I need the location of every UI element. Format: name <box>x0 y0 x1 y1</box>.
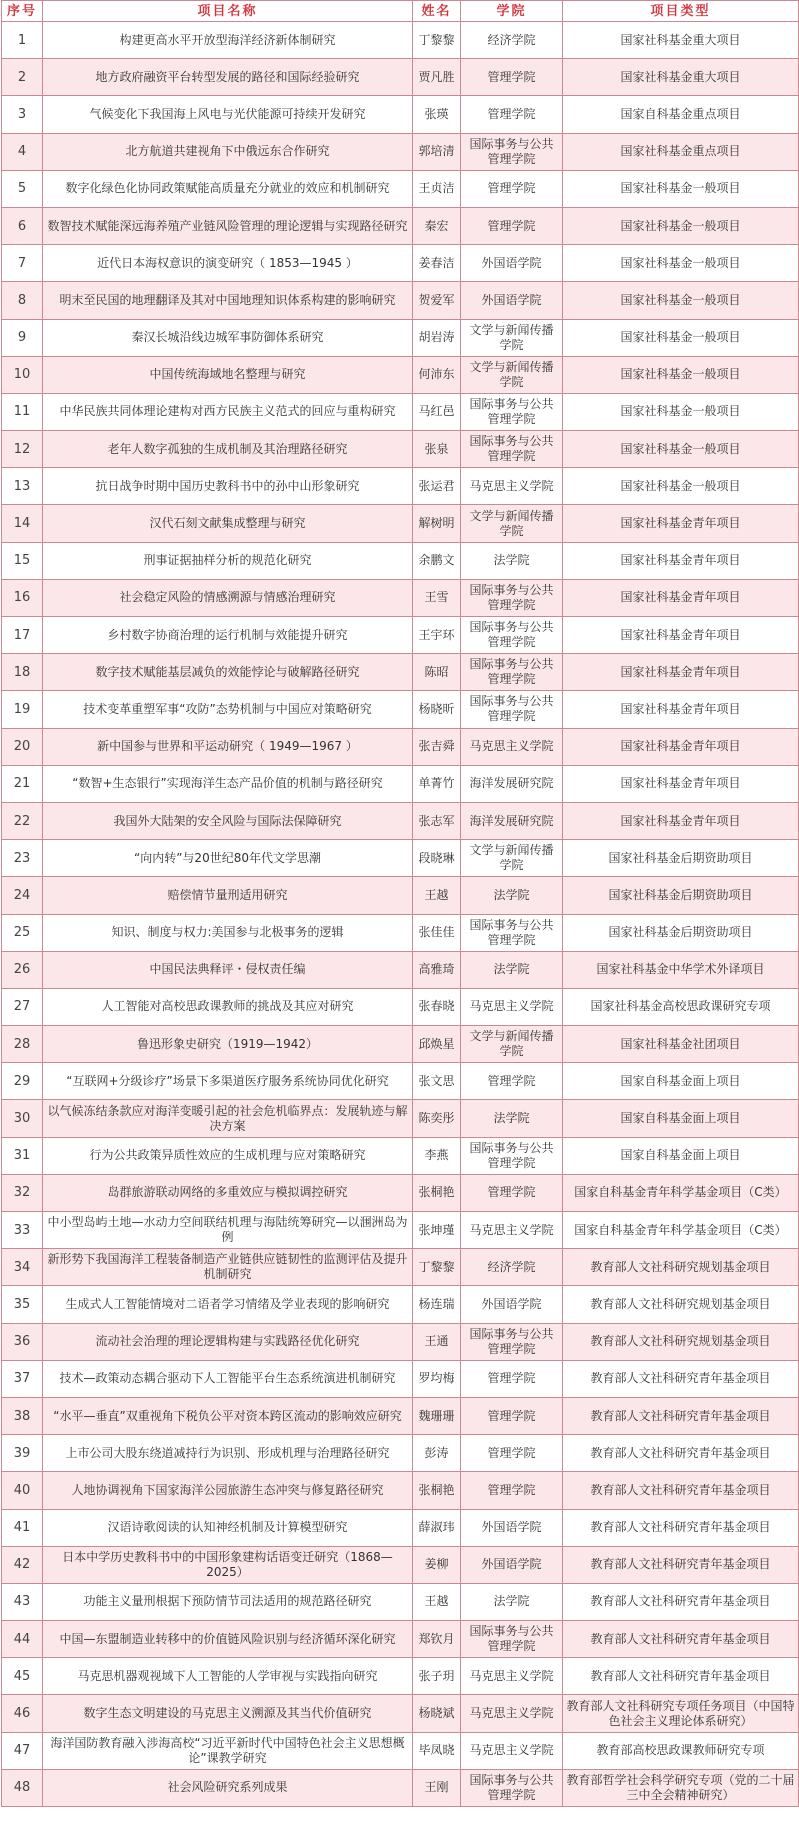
cell-person-name: 张桐艳 <box>413 1472 461 1509</box>
cell-project-type: 国家自科基金青年科学基金项目（C类） <box>563 1212 799 1249</box>
cell-project-name: 日本中学历史教科书中的中国形象建构话语变迁研究（1868—2025） <box>43 1546 413 1583</box>
cell-project-type: 国家社科基金一般项目 <box>563 319 799 356</box>
cell-project-type: 国家社科基金青年项目 <box>563 505 799 542</box>
cell-project-type: 国家社科基金一般项目 <box>563 170 799 207</box>
cell-index: 27 <box>2 988 43 1025</box>
cell-index: 25 <box>2 914 43 951</box>
cell-person-name: 胡岩涛 <box>413 319 461 356</box>
cell-project-type: 教育部哲学社会科学研究专项（党的二十届三中全会精神研究） <box>563 1769 799 1806</box>
table-row <box>2 431 799 468</box>
cell-index: 5 <box>2 170 43 207</box>
cell-college: 国际事务与公共管理学院 <box>461 914 563 951</box>
cell-index: 6 <box>2 207 43 244</box>
cell-project-name: 赔偿情节量刑适用研究 <box>43 877 413 914</box>
cell-project-name: 中国—东盟制造业转移中的价值链风险识别与经济循环深化研究 <box>43 1621 413 1658</box>
cell-index: 29 <box>2 1063 43 1100</box>
cell-index: 45 <box>2 1658 43 1695</box>
cell-person-name: 王贞洁 <box>413 170 461 207</box>
cell-college: 马克思主义学院 <box>461 988 563 1025</box>
cell-person-name: 贺爱军 <box>413 282 461 319</box>
table-row <box>2 282 799 319</box>
cell-college: 马克思主义学院 <box>461 1658 563 1695</box>
cell-project-type: 国家社科基金青年项目 <box>563 579 799 616</box>
cell-person-name: 余鹏文 <box>413 542 461 579</box>
cell-college: 管理学院 <box>461 170 563 207</box>
cell-project-type: 教育部人文社科研究青年基金项目 <box>563 1360 799 1397</box>
header-project-type: 项目类型 <box>563 1 799 22</box>
cell-project-name: “向内转”与20世纪80年代文学思潮 <box>43 840 413 877</box>
cell-index: 43 <box>2 1583 43 1620</box>
cell-person-name: 张坤瑾 <box>413 1212 461 1249</box>
table-row <box>2 840 799 877</box>
cell-index: 19 <box>2 691 43 728</box>
cell-college: 法学院 <box>461 1583 563 1620</box>
cell-index: 35 <box>2 1286 43 1323</box>
cell-project-type: 国家自科基金面上项目 <box>563 1137 799 1174</box>
cell-project-name: 中国民法典释评・侵权责任编 <box>43 951 413 988</box>
cell-project-name: 中小型岛屿土地—水动力空间联结机理与海陆统筹研究—以涠洲岛为例 <box>43 1212 413 1249</box>
cell-project-name: 近代日本海权意识的演变研究（ 1853—1945 ） <box>43 245 413 282</box>
table-row <box>2 22 799 59</box>
cell-college: 海洋发展研究院 <box>461 765 563 802</box>
cell-college: 法学院 <box>461 1100 563 1137</box>
cell-person-name: 王越 <box>413 1583 461 1620</box>
table-row <box>2 96 799 133</box>
table-row <box>2 579 799 616</box>
cell-index: 44 <box>2 1621 43 1658</box>
cell-project-type: 教育部人文社科研究青年基金项目 <box>563 1472 799 1509</box>
table-row <box>2 1397 799 1434</box>
cell-person-name: 张吉舜 <box>413 728 461 765</box>
cell-project-type: 国家社科基金青年项目 <box>563 691 799 728</box>
table-row <box>2 393 799 430</box>
cell-college: 国际事务与公共管理学院 <box>461 691 563 728</box>
cell-project-type: 国家社科基金青年项目 <box>563 728 799 765</box>
table-row <box>2 1286 799 1323</box>
table-row <box>2 1249 799 1286</box>
cell-project-type: 教育部人文社科研究规划基金项目 <box>563 1323 799 1360</box>
header-college: 学院 <box>461 1 563 22</box>
cell-person-name: 张春晓 <box>413 988 461 1025</box>
cell-project-name: 北方航道共建视角下中俄远东合作研究 <box>43 133 413 170</box>
cell-college: 海洋发展研究院 <box>461 802 563 839</box>
cell-college: 国际事务与公共管理学院 <box>461 654 563 691</box>
table-row <box>2 877 799 914</box>
cell-project-name: 技术变革重塑军事“攻防”态势机制与中国应对策略研究 <box>43 691 413 728</box>
cell-index: 30 <box>2 1100 43 1137</box>
cell-index: 12 <box>2 431 43 468</box>
cell-person-name: 杨晓昕 <box>413 691 461 728</box>
cell-college: 外国语学院 <box>461 245 563 282</box>
table-body <box>2 22 799 1807</box>
cell-project-type: 国家社科基金重点项目 <box>563 133 799 170</box>
cell-college: 马克思主义学院 <box>461 728 563 765</box>
cell-index: 1 <box>2 22 43 59</box>
cell-project-name: 社会风险研究系列成果 <box>43 1769 413 1806</box>
cell-index: 33 <box>2 1212 43 1249</box>
cell-person-name: 王刚 <box>413 1769 461 1806</box>
cell-person-name: 郑钦月 <box>413 1621 461 1658</box>
cell-college: 管理学院 <box>461 1435 563 1472</box>
cell-college: 外国语学院 <box>461 1546 563 1583</box>
cell-person-name: 解树明 <box>413 505 461 542</box>
cell-index: 34 <box>2 1249 43 1286</box>
cell-college: 国际事务与公共管理学院 <box>461 431 563 468</box>
table-row <box>2 1063 799 1100</box>
cell-college: 马克思主义学院 <box>461 1212 563 1249</box>
table-row <box>2 133 799 170</box>
cell-person-name: 姜春洁 <box>413 245 461 282</box>
cell-project-name: 新形势下我国海洋工程装备制造产业链供应链韧性的监测评估及提升机制研究 <box>43 1249 413 1286</box>
cell-college: 马克思主义学院 <box>461 1695 563 1732</box>
cell-index: 32 <box>2 1174 43 1211</box>
cell-person-name: 单菁竹 <box>413 765 461 802</box>
cell-project-name: 岛群旅游联动网络的多重效应与模拟调控研究 <box>43 1174 413 1211</box>
cell-person-name: 贾凡胜 <box>413 59 461 96</box>
cell-person-name: 张瑛 <box>413 96 461 133</box>
cell-index: 15 <box>2 542 43 579</box>
cell-project-type: 国家社科基金重大项目 <box>563 22 799 59</box>
cell-college: 马克思主义学院 <box>461 1732 563 1769</box>
cell-project-type: 国家自科基金面上项目 <box>563 1063 799 1100</box>
cell-project-type: 国家社科基金中华学术外译项目 <box>563 951 799 988</box>
cell-project-type: 国家社科基金社团项目 <box>563 1026 799 1063</box>
cell-project-name: 气候变化下我国海上风电与光伏能源可持续开发研究 <box>43 96 413 133</box>
table-row <box>2 1212 799 1249</box>
cell-project-name: 数智技术赋能深远海养殖产业链风险管理的理论逻辑与实现路径研究 <box>43 207 413 244</box>
cell-project-name: 人工智能对高校思政课教师的挑战及其应对研究 <box>43 988 413 1025</box>
table-row <box>2 1621 799 1658</box>
cell-person-name: 罗均梅 <box>413 1360 461 1397</box>
cell-project-name: 海洋国防教育融入涉海高校“习近平新时代中国特色社会主义思想概论”课教学研究 <box>43 1732 413 1769</box>
table-row <box>2 1509 799 1546</box>
header-person-name: 姓名 <box>413 1 461 22</box>
cell-college: 法学院 <box>461 542 563 579</box>
cell-index: 4 <box>2 133 43 170</box>
cell-college: 国际事务与公共管理学院 <box>461 393 563 430</box>
cell-index: 20 <box>2 728 43 765</box>
cell-project-name: 鲁迅形象史研究（1919—1942） <box>43 1026 413 1063</box>
cell-project-name: 抗日战争时期中国历史教科书中的孙中山形象研究 <box>43 468 413 505</box>
cell-project-name: 我国外大陆架的安全风险与国际法保障研究 <box>43 802 413 839</box>
cell-index: 28 <box>2 1026 43 1063</box>
cell-project-name: 乡村数字协商治理的运行机制与效能提升研究 <box>43 617 413 654</box>
cell-index: 26 <box>2 951 43 988</box>
cell-person-name: 秦宏 <box>413 207 461 244</box>
cell-index: 3 <box>2 96 43 133</box>
cell-project-name: 老年人数字孤独的生成机制及其治理路径研究 <box>43 431 413 468</box>
table-row <box>2 988 799 1025</box>
cell-college: 文学与新闻传播学院 <box>461 1026 563 1063</box>
cell-index: 22 <box>2 802 43 839</box>
cell-project-type: 国家自科基金青年科学基金项目（C类） <box>563 1174 799 1211</box>
cell-person-name: 丁黎黎 <box>413 22 461 59</box>
table-row <box>2 1732 799 1769</box>
cell-project-name: 行为公共政策异质性效应的生成机理与应对策略研究 <box>43 1137 413 1174</box>
cell-project-type: 教育部人文社科研究青年基金项目 <box>563 1546 799 1583</box>
cell-college: 文学与新闻传播学院 <box>461 319 563 356</box>
cell-project-type: 教育部人文社科研究青年基金项目 <box>563 1658 799 1695</box>
cell-college: 国际事务与公共管理学院 <box>461 1137 563 1174</box>
table-row <box>2 468 799 505</box>
project-table <box>1 0 799 1807</box>
table-row <box>2 505 799 542</box>
cell-index: 24 <box>2 877 43 914</box>
cell-index: 16 <box>2 579 43 616</box>
cell-person-name: 王通 <box>413 1323 461 1360</box>
cell-project-type: 教育部人文社科研究青年基金项目 <box>563 1435 799 1472</box>
cell-college: 管理学院 <box>461 1397 563 1434</box>
table-row <box>2 1658 799 1695</box>
cell-project-type: 教育部人文社科研究青年基金项目 <box>563 1509 799 1546</box>
cell-index: 48 <box>2 1769 43 1806</box>
cell-index: 21 <box>2 765 43 802</box>
cell-project-type: 教育部人文社科研究规划基金项目 <box>563 1286 799 1323</box>
cell-project-name: 中国传统海域地名整理与研究 <box>43 356 413 393</box>
table-row <box>2 1323 799 1360</box>
table-row <box>2 1137 799 1174</box>
cell-project-name: 汉语诗歌阅读的认知神经机制及计算模型研究 <box>43 1509 413 1546</box>
cell-college: 管理学院 <box>461 207 563 244</box>
cell-project-name: 明末至民国的地理翻译及其对中国地理知识体系构建的影响研究 <box>43 282 413 319</box>
table-row <box>2 59 799 96</box>
cell-person-name: 邱焕星 <box>413 1026 461 1063</box>
cell-index: 9 <box>2 319 43 356</box>
cell-person-name: 李燕 <box>413 1137 461 1174</box>
cell-index: 8 <box>2 282 43 319</box>
cell-college: 法学院 <box>461 877 563 914</box>
cell-project-type: 教育部人文社科研究专项任务项目（中国特色社会主义理论体系研究） <box>563 1695 799 1732</box>
cell-college: 国际事务与公共管理学院 <box>461 1769 563 1806</box>
cell-college: 文学与新闻传播学院 <box>461 356 563 393</box>
table-row <box>2 691 799 728</box>
cell-college: 经济学院 <box>461 1249 563 1286</box>
table-row <box>2 319 799 356</box>
cell-project-name: “数智+生态银行”实现海洋生态产品价值的机制与路径研究 <box>43 765 413 802</box>
cell-person-name: 何沛东 <box>413 356 461 393</box>
cell-college: 外国语学院 <box>461 282 563 319</box>
cell-index: 10 <box>2 356 43 393</box>
cell-index: 39 <box>2 1435 43 1472</box>
cell-project-name: “水平—垂直”双重视角下税负公平对资本跨区流动的影响效应研究 <box>43 1397 413 1434</box>
cell-college: 国际事务与公共管理学院 <box>461 579 563 616</box>
cell-person-name: 张泉 <box>413 431 461 468</box>
cell-project-type: 国家社科基金一般项目 <box>563 282 799 319</box>
table-row <box>2 1435 799 1472</box>
cell-person-name: 张志军 <box>413 802 461 839</box>
cell-person-name: 魏珊珊 <box>413 1397 461 1434</box>
cell-project-type: 国家社科基金青年项目 <box>563 765 799 802</box>
cell-project-name: 人地协调视角下国家海洋公园旅游生态冲突与修复路径研究 <box>43 1472 413 1509</box>
header-row <box>2 1 799 22</box>
cell-project-name: 数字化绿色化协同政策赋能高质量充分就业的效应和机制研究 <box>43 170 413 207</box>
cell-person-name: 彭涛 <box>413 1435 461 1472</box>
cell-project-name: 马克思机器观视域下人工智能的人学审视与实践指向研究 <box>43 1658 413 1695</box>
cell-project-name: 数字生态文明建设的马克思主义溯源及其当代价值研究 <box>43 1695 413 1732</box>
cell-person-name: 张佳佳 <box>413 914 461 951</box>
cell-college: 管理学院 <box>461 96 563 133</box>
table-row <box>2 914 799 951</box>
cell-college: 经济学院 <box>461 22 563 59</box>
cell-index: 13 <box>2 468 43 505</box>
header-index: 序号 <box>2 1 43 22</box>
cell-project-type: 教育部人文社科研究青年基金项目 <box>563 1397 799 1434</box>
cell-project-name: 数字技术赋能基层减负的效能悖论与破解路径研究 <box>43 654 413 691</box>
cell-college: 外国语学院 <box>461 1509 563 1546</box>
cell-project-name: 地方政府融资平台转型发展的路径和国际经验研究 <box>43 59 413 96</box>
table-row <box>2 1546 799 1583</box>
cell-index: 14 <box>2 505 43 542</box>
cell-person-name: 高雅琦 <box>413 951 461 988</box>
cell-index: 2 <box>2 59 43 96</box>
table-row <box>2 654 799 691</box>
cell-project-name: 汉代石刻文献集成整理与研究 <box>43 505 413 542</box>
cell-person-name: 张子玥 <box>413 1658 461 1695</box>
cell-project-name: 流动社会治理的理论逻辑构建与实践路径优化研究 <box>43 1323 413 1360</box>
cell-project-type: 国家社科基金青年项目 <box>563 617 799 654</box>
cell-project-type: 国家社科基金一般项目 <box>563 207 799 244</box>
cell-person-name: 丁黎黎 <box>413 1249 461 1286</box>
cell-index: 41 <box>2 1509 43 1546</box>
cell-project-type: 国家社科基金一般项目 <box>563 356 799 393</box>
table-row <box>2 1026 799 1063</box>
cell-college: 马克思主义学院 <box>461 468 563 505</box>
cell-person-name: 毕凤晓 <box>413 1732 461 1769</box>
cell-project-type: 国家社科基金后期资助项目 <box>563 840 799 877</box>
cell-project-name: “互联网+分级诊疗”场景下多渠道医疗服务系统协同优化研究 <box>43 1063 413 1100</box>
header-project-name: 项目名称 <box>43 1 413 22</box>
cell-index: 47 <box>2 1732 43 1769</box>
cell-project-type: 国家社科基金一般项目 <box>563 393 799 430</box>
table-row <box>2 1472 799 1509</box>
cell-index: 23 <box>2 840 43 877</box>
cell-index: 11 <box>2 393 43 430</box>
table-row <box>2 170 799 207</box>
cell-index: 36 <box>2 1323 43 1360</box>
cell-project-type: 教育部人文社科研究规划基金项目 <box>563 1249 799 1286</box>
cell-project-name: 知识、制度与权力:美国参与北极事务的逻辑 <box>43 914 413 951</box>
table-header <box>2 1 799 22</box>
cell-person-name: 薛淑玮 <box>413 1509 461 1546</box>
cell-person-name: 马红邑 <box>413 393 461 430</box>
cell-person-name: 杨连瑞 <box>413 1286 461 1323</box>
cell-project-type: 国家社科基金青年项目 <box>563 654 799 691</box>
cell-project-type: 国家社科基金一般项目 <box>563 468 799 505</box>
cell-college: 文学与新闻传播学院 <box>461 840 563 877</box>
table-row <box>2 207 799 244</box>
cell-project-name: 中华民族共同体理论建构对西方民族主义范式的回应与重构研究 <box>43 393 413 430</box>
cell-college: 管理学院 <box>461 1472 563 1509</box>
cell-index: 17 <box>2 617 43 654</box>
cell-index: 46 <box>2 1695 43 1732</box>
cell-project-type: 教育部高校思政课教师研究专项 <box>563 1732 799 1769</box>
cell-project-type: 国家自科基金面上项目 <box>563 1100 799 1137</box>
cell-project-type: 国家社科基金重大项目 <box>563 59 799 96</box>
cell-project-name: 以气候冻结条款应对海洋变暖引起的社会危机临界点：发展轨迹与解决方案 <box>43 1100 413 1137</box>
cell-person-name: 张桐艳 <box>413 1174 461 1211</box>
table-row <box>2 542 799 579</box>
cell-project-type: 教育部人文社科研究青年基金项目 <box>563 1621 799 1658</box>
cell-project-name: 社会稳定风险的情感溯源与情感治理研究 <box>43 579 413 616</box>
table-row <box>2 1360 799 1397</box>
table-row <box>2 1100 799 1137</box>
cell-person-name: 段晓琳 <box>413 840 461 877</box>
cell-project-name: 刑事证据抽样分析的规范化研究 <box>43 542 413 579</box>
cell-person-name: 陈昭 <box>413 654 461 691</box>
cell-index: 38 <box>2 1397 43 1434</box>
cell-project-type: 国家社科基金后期资助项目 <box>563 877 799 914</box>
cell-college: 文学与新闻传播学院 <box>461 505 563 542</box>
cell-college: 国际事务与公共管理学院 <box>461 1323 563 1360</box>
cell-college: 管理学院 <box>461 1063 563 1100</box>
cell-project-name: 秦汉长城沿线边城军事防御体系研究 <box>43 319 413 356</box>
cell-college: 法学院 <box>461 951 563 988</box>
cell-college: 管理学院 <box>461 1360 563 1397</box>
table-row <box>2 1174 799 1211</box>
cell-project-name: 新中国参与世界和平运动研究（ 1949—1967 ） <box>43 728 413 765</box>
cell-project-type: 国家社科基金青年项目 <box>563 802 799 839</box>
cell-person-name: 陈奕彤 <box>413 1100 461 1137</box>
table-row <box>2 951 799 988</box>
table-row <box>2 245 799 282</box>
cell-index: 40 <box>2 1472 43 1509</box>
cell-index: 7 <box>2 245 43 282</box>
cell-project-type: 国家社科基金后期资助项目 <box>563 914 799 951</box>
table-row <box>2 617 799 654</box>
cell-college: 管理学院 <box>461 1174 563 1211</box>
cell-person-name: 王越 <box>413 877 461 914</box>
cell-person-name: 杨晓斌 <box>413 1695 461 1732</box>
cell-project-name: 生成式人工智能情境对二语者学习情绪及学业表现的影响研究 <box>43 1286 413 1323</box>
cell-person-name: 王雪 <box>413 579 461 616</box>
cell-index: 42 <box>2 1546 43 1583</box>
cell-college: 国际事务与公共管理学院 <box>461 1621 563 1658</box>
cell-project-type: 国家社科基金一般项目 <box>563 245 799 282</box>
cell-project-name: 上市公司大股东绕道减持行为识别、形成机理与治理路径研究 <box>43 1435 413 1472</box>
table-row <box>2 1583 799 1620</box>
cell-index: 37 <box>2 1360 43 1397</box>
cell-project-name: 构建更高水平开放型海洋经济新体制研究 <box>43 22 413 59</box>
cell-project-type: 国家社科基金青年项目 <box>563 542 799 579</box>
cell-project-type: 国家社科基金高校思政课研究专项 <box>563 988 799 1025</box>
cell-person-name: 张运君 <box>413 468 461 505</box>
cell-person-name: 郭培清 <box>413 133 461 170</box>
table-row <box>2 1695 799 1732</box>
cell-college: 国际事务与公共管理学院 <box>461 617 563 654</box>
cell-college: 管理学院 <box>461 59 563 96</box>
cell-project-type: 教育部人文社科研究青年基金项目 <box>563 1583 799 1620</box>
cell-project-type: 国家自科基金重点项目 <box>563 96 799 133</box>
table-row <box>2 802 799 839</box>
cell-project-name: 技术—政策动态耦合驱动下人工智能平台生态系统演进机制研究 <box>43 1360 413 1397</box>
cell-index: 31 <box>2 1137 43 1174</box>
table-row <box>2 1769 799 1806</box>
table-row <box>2 356 799 393</box>
cell-project-name: 功能主义量刑根据下预防情节司法适用的规范路径研究 <box>43 1583 413 1620</box>
cell-project-type: 国家社科基金一般项目 <box>563 431 799 468</box>
cell-college: 国际事务与公共管理学院 <box>461 133 563 170</box>
cell-person-name: 张文思 <box>413 1063 461 1100</box>
cell-person-name: 王宇环 <box>413 617 461 654</box>
cell-index: 18 <box>2 654 43 691</box>
table-row <box>2 765 799 802</box>
cell-person-name: 姜柳 <box>413 1546 461 1583</box>
cell-college: 外国语学院 <box>461 1286 563 1323</box>
table-row <box>2 728 799 765</box>
